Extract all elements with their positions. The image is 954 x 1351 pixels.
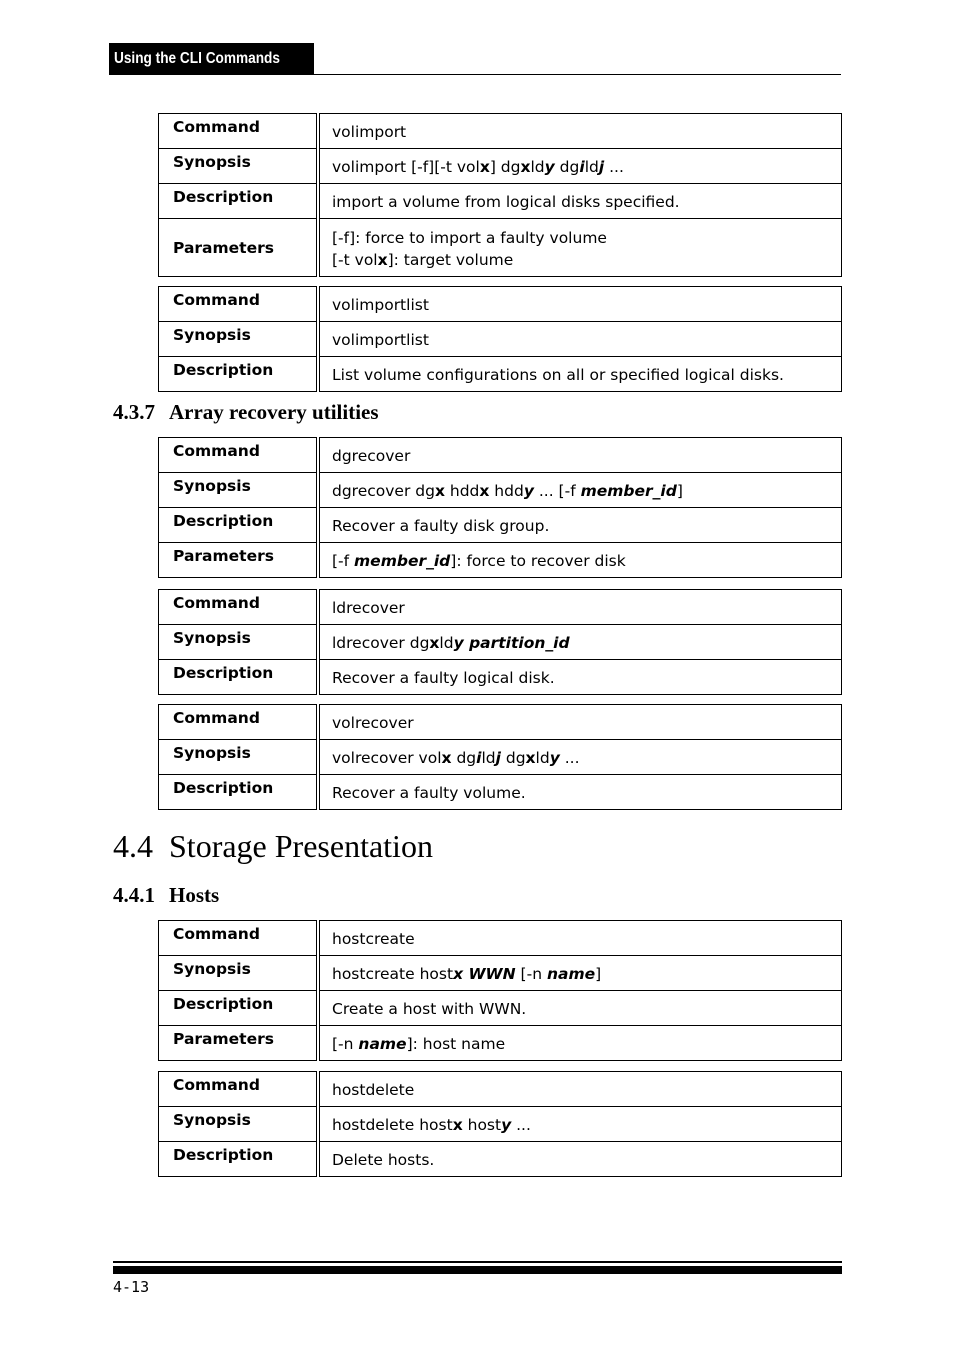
volimportlist-table [158, 286, 842, 392]
command-value: ldrecover [318, 590, 842, 625]
command-value: hostcreate [318, 921, 842, 956]
ldrecover-table [158, 589, 842, 695]
synopsis-value: volrecover volx dgildj dgxldy ... [318, 740, 842, 775]
command-value: volrecover [318, 705, 842, 740]
label-description: Description [159, 991, 319, 1026]
description-value: Create a host with WWN. [318, 991, 842, 1026]
section-heading-4-4-1: 4.4.1 Hosts [113, 883, 220, 907]
parameters-value: [-f member_id]: force to recover disk [318, 543, 842, 578]
label-synopsis: Synopsis [159, 473, 319, 508]
label-parameters: Parameters [159, 543, 319, 578]
label-command: Command [159, 287, 319, 322]
description-value: Recover a faulty logical disk. [318, 660, 842, 695]
running-header-title: Using the CLI Commands [114, 50, 280, 67]
label-synopsis: Synopsis [159, 625, 319, 660]
volimport-table [158, 113, 842, 277]
synopsis-value: dgrecover dgx hddx hddy ... [-f member_id] [318, 473, 842, 508]
description-value: Recover a faulty disk group. [318, 508, 842, 543]
label-description: Description [159, 660, 319, 695]
parameters-value: [-n name]: host name [318, 1026, 842, 1061]
label-synopsis: Synopsis [159, 956, 319, 991]
label-description: Description [159, 775, 319, 810]
label-parameters: Parameters [159, 219, 319, 277]
label-synopsis: Synopsis [159, 322, 319, 357]
command-value: dgrecover [318, 438, 842, 473]
hostdelete-table [158, 1071, 842, 1177]
description-value: import a volume from logical disks specified. [318, 184, 842, 219]
synopsis-value: hostcreate hostx WWN [-n name] [318, 956, 842, 991]
label-description: Description [159, 357, 319, 392]
page-number: 4-13 [113, 1278, 150, 1296]
section-heading-4-4: 4.4 Storage Presentation [113, 828, 433, 864]
label-description: Description [159, 184, 319, 219]
label-description: Description [159, 1142, 319, 1177]
synopsis-value: ldrecover dgxldy partition_id [318, 625, 842, 660]
section-heading-4-3-7: 4.3.7 Array recovery utilities [113, 400, 379, 424]
volrecover-table [158, 704, 842, 810]
description-value: Recover a faulty volume. [318, 775, 842, 810]
label-synopsis: Synopsis [159, 149, 319, 184]
label-command: Command [159, 1072, 319, 1107]
footer-rule-thin [113, 1261, 842, 1263]
description-value: Delete hosts. [318, 1142, 842, 1177]
label-command: Command [159, 438, 319, 473]
description-value: List volume configurations on all or specified logical disks. [318, 357, 842, 392]
synopsis-value: volimport [-f][-t volx] dgxldy dgildj ... [318, 149, 842, 184]
label-command: Command [159, 114, 319, 149]
command-value: volimport [318, 114, 842, 149]
label-command: Command [159, 590, 319, 625]
label-synopsis: Synopsis [159, 1107, 319, 1142]
label-command: Command [159, 921, 319, 956]
synopsis-value: volimportlist [318, 322, 842, 357]
command-value: hostdelete [318, 1072, 842, 1107]
synopsis-value: hostdelete hostx hosty ... [318, 1107, 842, 1142]
label-description: Description [159, 508, 319, 543]
header-rule [314, 74, 841, 75]
parameters-value: [-f]: force to import a faulty volume [-t volx]: target volume [318, 219, 842, 277]
command-value: volimportlist [318, 287, 842, 322]
dgrecover-table [158, 437, 842, 578]
running-header [109, 43, 314, 75]
label-parameters: Parameters [159, 1026, 319, 1061]
label-synopsis: Synopsis [159, 740, 319, 775]
footer-rule-thick [113, 1266, 842, 1274]
hostcreate-table [158, 920, 842, 1061]
label-command: Command [159, 705, 319, 740]
